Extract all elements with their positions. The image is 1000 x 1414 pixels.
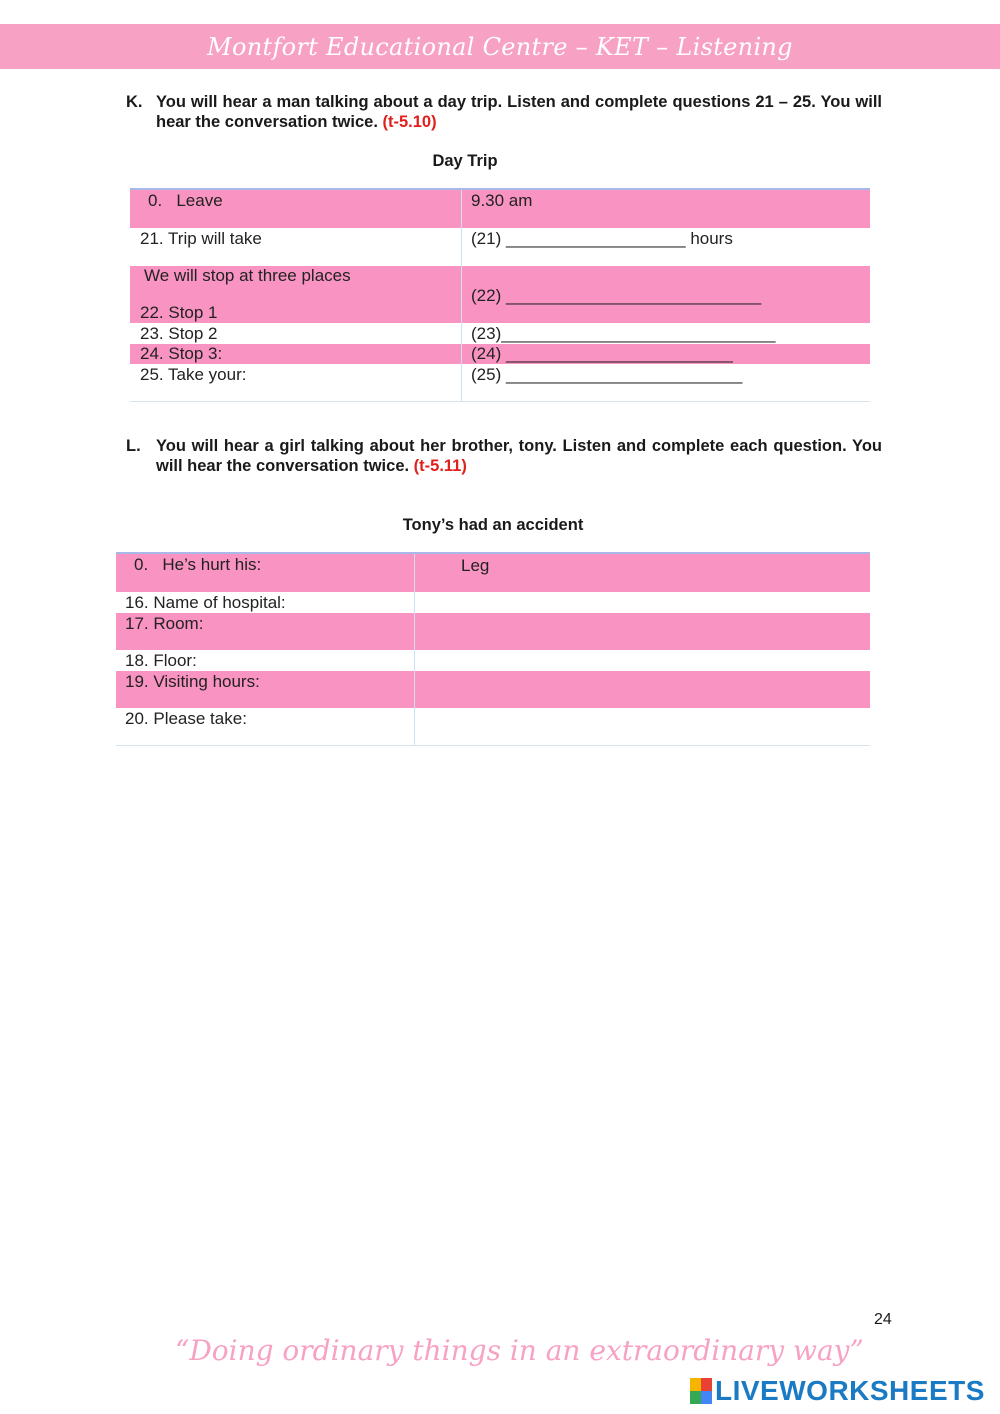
table-bottom-border bbox=[130, 401, 870, 402]
answer-blank-24[interactable]: (24) ________________________ bbox=[471, 344, 733, 363]
accident-row-17-label: 17. Room: bbox=[125, 614, 204, 633]
page-number: 24 bbox=[874, 1311, 892, 1328]
answer-field-19[interactable] bbox=[430, 672, 850, 692]
column-divider bbox=[461, 190, 462, 402]
answer-field-17[interactable] bbox=[430, 614, 850, 634]
liveworksheets-badge-icon bbox=[690, 1378, 712, 1404]
accident-row-19-label: 19. Visiting hours: bbox=[125, 672, 260, 691]
table-bottom-border bbox=[116, 745, 870, 746]
section-k-letter: K. bbox=[126, 93, 143, 111]
accident-row-18-label: 18. Floor: bbox=[125, 651, 197, 670]
day-trip-row-22-label: 22. Stop 1 bbox=[140, 303, 218, 322]
day-trip-stops-note: We will stop at three places bbox=[144, 266, 351, 285]
answer-field-16[interactable] bbox=[430, 593, 850, 613]
section-k-track: (t-5.10) bbox=[382, 113, 437, 131]
accident-row-0-label: 0. He’s hurt his: bbox=[134, 555, 262, 574]
day-trip-row-24-label: 24. Stop 3: bbox=[140, 344, 223, 363]
accident-row-16-label: 16. Name of hospital: bbox=[125, 593, 286, 612]
answer-blank-21[interactable]: (21) ___________________ hours bbox=[471, 229, 733, 248]
answer-field-20[interactable] bbox=[430, 709, 850, 729]
accident-table-title: Tony’s had an accident bbox=[402, 516, 584, 534]
liveworksheets-logo[interactable] bbox=[690, 1374, 985, 1408]
answer-blank-25[interactable]: (25) _________________________ bbox=[471, 365, 743, 384]
day-trip-row-23-label: 23. Stop 2 bbox=[140, 324, 218, 343]
day-trip-row-0-value: 9.30 am bbox=[471, 191, 533, 210]
day-trip-row-25-label: 25. Take your: bbox=[140, 365, 247, 384]
header-banner bbox=[0, 24, 1000, 69]
section-k-instruction bbox=[126, 92, 882, 132]
section-l-track: (t-5.11) bbox=[413, 457, 467, 475]
section-l-instruction bbox=[126, 436, 882, 476]
day-trip-title: Day Trip bbox=[432, 152, 498, 170]
liveworksheets-wordmark: LIVEWORKSHEETS bbox=[715, 1375, 985, 1406]
answer-blank-23[interactable]: (23)_____________________________ bbox=[471, 324, 776, 343]
section-k-instruction-text: You will hear a man talking about a day trip. Listen and complete questions 21 – 25. You will hear the conversation twice. bbox=[156, 93, 882, 131]
day-trip-row-0-label: 0. Leave bbox=[148, 191, 223, 210]
answer-field-18[interactable] bbox=[430, 651, 850, 671]
answer-blank-22[interactable]: (22) ___________________________ bbox=[471, 286, 762, 305]
column-divider bbox=[414, 554, 415, 746]
section-l-letter: L. bbox=[126, 437, 141, 455]
day-trip-row-21-label: 21. Trip will take bbox=[140, 229, 262, 248]
footer-motto: “Doing ordinary things in an extraordinary way” bbox=[175, 1334, 864, 1367]
accident-row-0-value: Leg bbox=[461, 556, 490, 575]
accident-row-20-label: 20. Please take: bbox=[125, 709, 247, 728]
section-l-instruction-text: You will hear a girl talking about her brother, tony. Listen and complete each question. You will hear the conversation twice. bbox=[156, 437, 882, 475]
header-title: Montfort Educational Centre – KET – Listening bbox=[207, 32, 793, 61]
